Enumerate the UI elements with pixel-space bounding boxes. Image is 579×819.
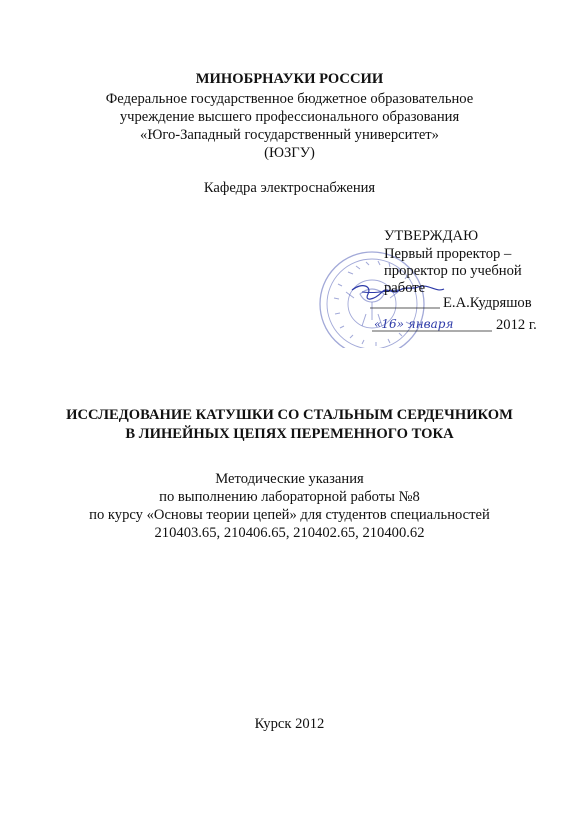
description-line-3: по курсу «Основы теории цепей» для студентов специальностей (89, 507, 490, 523)
document-title-line-2: В ЛИНЕЙНЫХ ЦЕПЯХ ПЕРЕМЕННОГО ТОКА (125, 426, 454, 442)
description-line-1: Методические указания (215, 471, 364, 487)
approval-block (300, 228, 570, 348)
organization-line-1: Федеральное государственное бюджетное образовательное (105, 91, 474, 107)
description-line-4: 210403.65, 210406.65, 210402.65, 210400.62 (154, 525, 425, 541)
approver-position-line-2: проректор по учебной (384, 263, 522, 279)
approver-position-line-3: работе (384, 280, 426, 296)
approver-name: Е.А.Кудряшов (443, 295, 532, 311)
description-line-2: по выполнению лабораторной работы №8 (159, 489, 420, 505)
city-year: Курск 2012 (254, 716, 325, 732)
approver-position-line-1: Первый проректор – (384, 246, 512, 262)
approval-word: УТВЕРЖДАЮ (384, 228, 479, 244)
university-name: «Юго-Западный государственный университет» (140, 127, 439, 143)
department-name: Кафедра электроснабжения (203, 180, 376, 196)
organization-line-2: учреждение высшего профессионального образования (119, 109, 460, 125)
document-title-line-1: ИССЛЕДОВАНИЕ КАТУШКИ СО СТАЛЬНЫМ СЕРДЕЧНИКОМ (66, 407, 513, 423)
university-abbreviation: (ЮЗГУ) (264, 145, 315, 161)
ministry-name: МИНОБРНАУКИ РОССИИ (195, 71, 384, 87)
approval-date-handwritten: «16» января (374, 317, 454, 331)
approval-year: 2012 г. (496, 317, 537, 333)
